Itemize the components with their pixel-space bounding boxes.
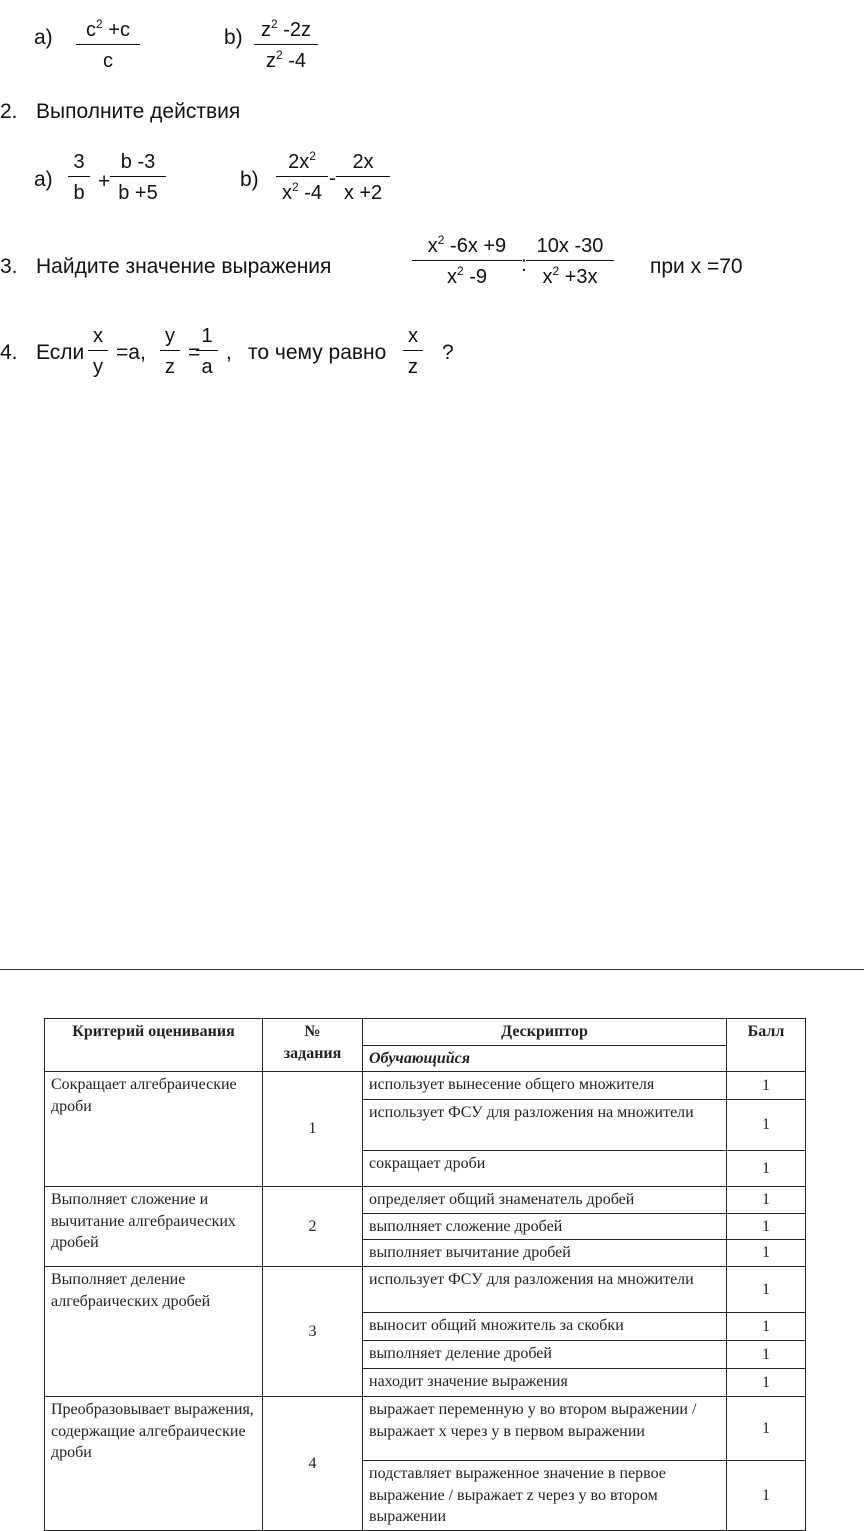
criterion-cell: Сокращает алгебраические дроби [45,1072,263,1187]
assessment-criteria-table [44,1018,806,1531]
score-cell: 1 [727,1213,806,1240]
score-cell: 1 [727,1266,806,1312]
criterion-cell: Выполняет деление алгебраических дробей [45,1266,263,1396]
score-cell: 1 [727,1072,806,1100]
task4-eq1: =a, [116,341,146,364]
score-cell: 1 [727,1460,806,1530]
header-score: Балл [727,1019,806,1072]
task1-b-label: b) [224,26,243,49]
descriptor-cell: определяет общий знаменатель дробей [363,1187,727,1214]
task4-fraction-x-y: $\frac{x}{y}$ [88,326,108,377]
descriptor-cell: подставляет выраженное значение в первое выражение / выражает z через y во втором выражении [363,1460,727,1530]
task3-operator: : [521,253,527,276]
task2-number: 2. [0,100,18,123]
task4-question: то чему равно [248,341,387,364]
header-task-number: № задания [263,1019,363,1072]
score-cell: 1 [727,1340,806,1368]
descriptor-cell: использует ФСУ для разложения на множители [363,1100,727,1151]
score-cell: 1 [727,1187,806,1214]
descriptor-cell: использует ФСУ для разложения на множители [363,1266,727,1312]
task-number-cell: 2 [263,1187,363,1267]
task3-fraction2: $\frac{10x -30}{x^2 +3x}$ [526,236,614,287]
task4-comma: , [226,341,232,364]
task4-question-mark: ? [442,341,454,364]
table-row [45,1187,806,1214]
criterion-cell: Выполняет сложение и вычитание алгебраических дробей [45,1187,263,1267]
table-header-row [45,1019,806,1046]
task4-eq2: = [188,341,201,364]
task-number-cell: 4 [263,1396,363,1530]
task1-a-fraction: $\frac{c^2 +c}{c}$ [76,20,140,71]
task3-number: 3. [0,255,18,278]
table-row [45,1396,806,1460]
table-row [45,1266,806,1312]
score-cell: 1 [727,1396,806,1460]
score-cell: 1 [727,1312,806,1340]
task2-b-fraction2: $\frac{2x}{x +2}$ [336,152,390,203]
task2-a-label: a) [34,168,53,191]
descriptor-cell: выполняет деление дробей [363,1340,727,1368]
task4-fraction-x-z: $\frac{x}{z}$ [403,326,423,377]
descriptor-cell: выполняет сложение дробей [363,1213,727,1240]
task1-b-fraction: $\frac{z^2 -2z}{z^2 -4}$ [254,20,318,71]
descriptor-cell: выносит общий множитель за скобки [363,1312,727,1340]
task4-number: 4. [0,341,18,364]
section-divider [0,969,864,970]
task2-b-fraction1: $\frac{2x^2}{x^2 -4}$ [276,152,328,203]
score-cell: 1 [727,1240,806,1267]
task4-if-word: Если [36,341,85,364]
header-descriptor-sub: Обучающийся [363,1045,727,1072]
task1-a-label: a) [34,26,53,49]
table-row [45,1072,806,1100]
task2-a-fraction1: $\frac{3}{b}$ [68,152,90,203]
task-number-cell: 3 [263,1266,363,1396]
score-cell: 1 [727,1100,806,1151]
task4-fraction-1-a: $\frac{1}{a}$ [196,326,218,377]
descriptor-cell: сокращает дроби [363,1151,727,1187]
descriptor-cell: использует вынесение общего множителя [363,1072,727,1100]
task3-condition: при x =70 [650,255,743,278]
criterion-cell: Преобразовывает выражения, содержащие алгебраические дроби [45,1396,263,1530]
score-cell: 1 [727,1368,806,1396]
task4-fraction-y-z: $\frac{y}{z}$ [160,326,180,377]
header-criterion: Критерий оценивания [45,1019,263,1072]
task3-fraction1: $\frac{x^2 -6x +9}{x^2 -9}$ [412,236,522,287]
descriptor-cell: выполняет вычитание дробей [363,1240,727,1267]
task2-b-operator: - [329,167,336,190]
task2-a-fraction2: $\frac{b -3}{b +5}$ [110,152,166,203]
score-cell: 1 [727,1151,806,1187]
descriptor-cell: находит значение выражения [363,1368,727,1396]
task2-a-operator: + [98,170,111,193]
task2-title: Выполните действия [36,100,241,123]
task-number-cell: 1 [263,1072,363,1187]
descriptor-cell: выражает переменную y во втором выражении / выражает x через y в первом выражении [363,1396,727,1460]
task2-b-label: b) [240,168,259,191]
task3-title: Найдите значение выражения [36,255,332,278]
header-descriptor: Дескриптор [363,1019,727,1046]
